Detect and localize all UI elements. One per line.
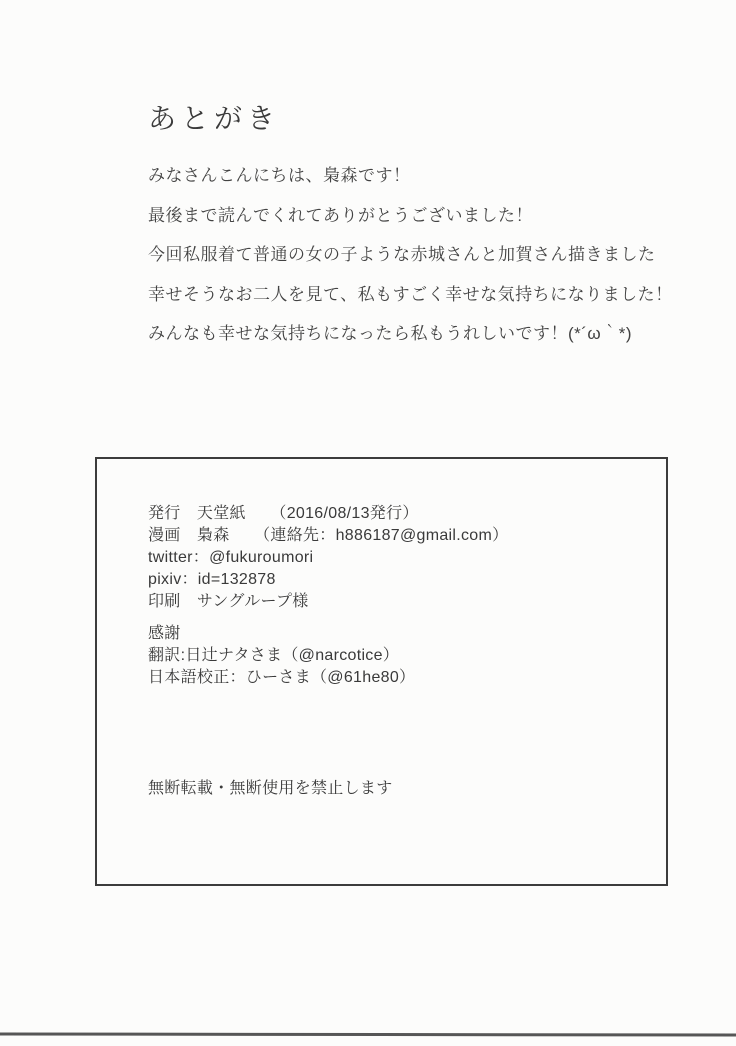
publication-info: [148, 503, 646, 613]
thanks-block: [148, 623, 646, 689]
colophon-box: [95, 457, 668, 886]
colophon-content: [148, 503, 646, 800]
artist-contact-line: 漫画 梟森 （連絡先：h886187@gmail.com）: [148, 527, 509, 544]
pixiv-line: pixiv：id=132878: [148, 571, 276, 588]
afterword-line: 最後まで読んでくれてありがとうございました！: [148, 205, 533, 225]
afterword-text: [148, 156, 688, 354]
reproduction-notice: 無断転載・無断使用を禁止します: [148, 780, 393, 797]
afterword-line: 今回私服着て普通の女の子ような赤城さんと加賀さん描きました: [148, 245, 656, 264]
afterword-line: みんなも幸せな気持ちになったら私もうれしいです！(*´ω｀*): [148, 324, 632, 343]
thanks-heading: 感謝: [148, 625, 181, 642]
printer-line: 印刷 サングループ様: [148, 593, 309, 610]
afterword-line: 幸せそうなお二人を見て、私もすごく幸せな気持ちになりました！: [148, 284, 673, 304]
scan-page-edge: [0, 1032, 736, 1036]
publisher-line: 発行 天堂紙 （2016/08/13発行）: [148, 505, 419, 522]
twitter-line: twitter：@fukuroumori: [148, 549, 314, 566]
translator-line: 翻訳:日辻ナタさま（@narcotice）: [148, 647, 400, 664]
afterword-title: あとがき: [148, 102, 281, 135]
afterword-line: みなさんこんにちは、梟森です！: [148, 166, 411, 185]
proofreader-line: 日本語校正：ひーさま（@61he80）: [148, 669, 416, 686]
